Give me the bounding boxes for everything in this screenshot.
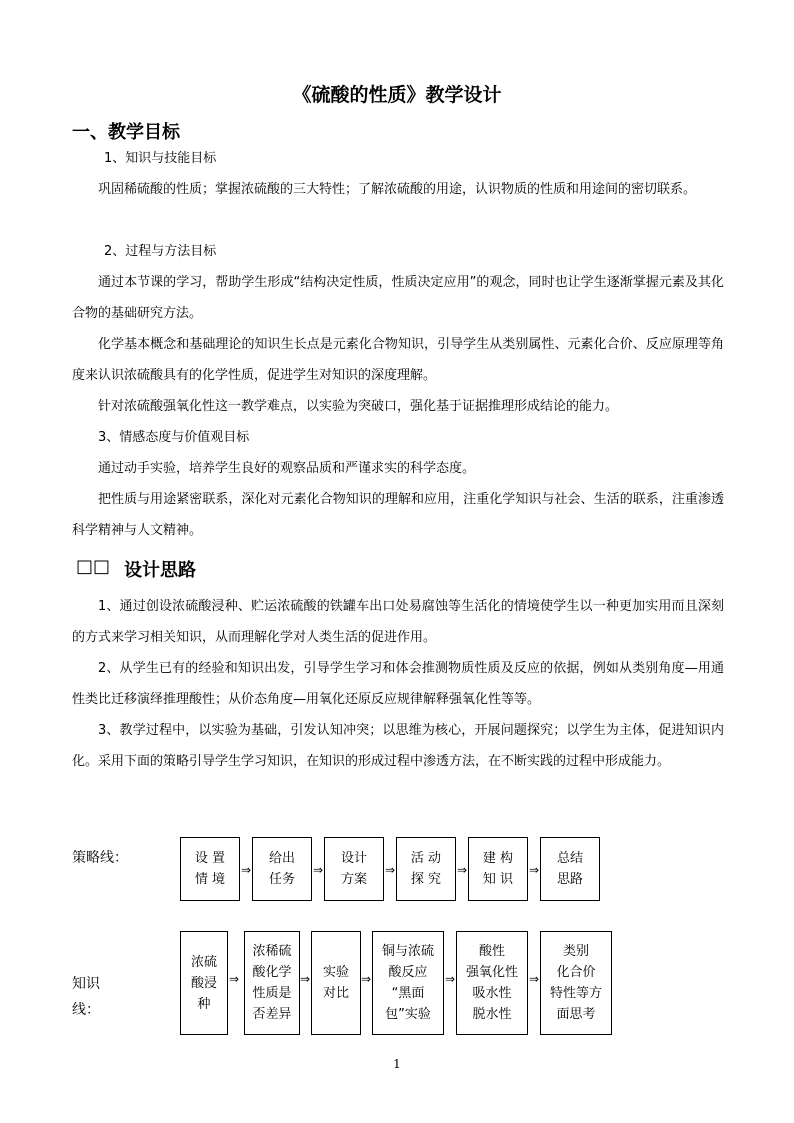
knowledge-box-seed-soaking: 浓硫 酸浸 种 — [180, 931, 228, 1035]
strategy-box-plan: 设计 方案 — [324, 837, 384, 901]
strategy-box-task: 给出 任务 — [252, 837, 312, 901]
arrow-right-icon: ⇒ — [313, 863, 324, 877]
document-title: 《硫酸的性质》教学设计 — [292, 84, 502, 106]
paragraph-property-use: 把性质与用途紧密联系，深化对元素化合物知识的理解和应用，注重化学知识与社会、生活的联系，注重渗透科学精神与人文精神。 — [72, 492, 724, 538]
arrow-right-icon: ⇒ — [445, 972, 456, 986]
paragraph-hands-on: 通过动手实验，培养学生良好的观察品质和严谨求实的科学态度。 — [98, 461, 476, 476]
arrow-right-icon: ⇒ — [241, 863, 252, 877]
subheading-attitude-values: 3、情感态度与价值观目标 — [98, 430, 250, 445]
knowledge-box-copper-black-bread: 铜与浓硫 酸反应 “黑面 包”实验 — [372, 931, 444, 1035]
section1-heading: 一、教学目标 — [72, 122, 180, 143]
paragraph-concept-growth: 化学基本概念和基础理论的知识生长点是元素化合物知识，引导学生从类别属性、元素化合价、反应原理等角度来认识浓硫酸具有的化学性质，促进学生对知识的深度理解。 — [72, 337, 724, 383]
paragraph-teaching-difficulty: 针对浓硫酸强氧化性这一教学难点，以实验为突破口，强化基于证据推理形成结论的能力。 — [98, 399, 619, 414]
subheading-knowledge-skills: 1、知识与技能目标 — [104, 151, 217, 166]
knowledge-box-properties: 酸性 强氧化性 吸水性 脱水性 — [456, 931, 528, 1035]
arrow-right-icon: ⇒ — [529, 972, 540, 986]
knowledge-box-experiment-compare: 实验 对比 — [311, 931, 361, 1035]
knowledge-box-conc-vs-dilute: 浓稀硫 酸化学 性质是 否差异 — [244, 931, 300, 1035]
paragraph-design-1: 1、通过创设浓硫酸浸种、贮运浓硫酸的铁罐车出口处易腐蚀等生活化的情境使学生以一种更加实用而且深刻的方式来学习相关知识，从而理解化学对人类生活的促进作用。 — [72, 599, 724, 645]
paragraph-knowledge-goal: 巩固稀硫酸的性质；掌握浓硫酸的三大特性；了解浓硫酸的用途，认识物质的性质和用途间的密切联系。 — [98, 182, 697, 197]
paragraph-design-2: 2、从学生已有的经验和知识出发，引导学生学习和体会推测物质性质及反应的依据，例如从类别角度—用通性类比迁移演绎推理酸性；从价态角度—用氧化还原反应规律解释强氧化性等等。 — [72, 661, 724, 707]
strategy-box-summary: 总结 思路 — [540, 837, 600, 901]
page-number: 1 — [393, 1057, 401, 1071]
arrow-right-icon: ⇒ — [457, 863, 468, 877]
paragraph-design-3: 3、教学过程中，以实验为基础，引发认知冲突；以思维为核心，开展问题探究；以学生为主体，促进知识内化。采用下面的策略引导学生学习知识，在知识的形成过程中渗透方法，在不断实践的过程中形成能力。 — [72, 723, 724, 769]
section2-heading: 设计思路 — [124, 560, 196, 581]
arrow-right-icon: ⇒ — [229, 972, 240, 986]
knowledge-line-label-1: 知识 — [72, 976, 100, 992]
arrow-right-icon: ⇒ — [385, 863, 396, 877]
strategy-line-label: 策略线： — [72, 850, 128, 866]
strategy-box-construct: 建 构 知 识 — [468, 837, 528, 901]
paragraph-process-goal: 通过本节课的学习，帮助学生形成“结构决定性质，性质决定应用”的观念，同时也让学生逐渐掌握元素及其化合物的基础研究方法。 — [72, 275, 724, 321]
arrow-right-icon: ⇒ — [361, 972, 372, 986]
arrow-right-icon: ⇒ — [529, 863, 540, 877]
strategy-box-setup: 设 置 情 境 — [180, 837, 240, 901]
subheading-process-method: 2、过程与方法目标 — [104, 244, 217, 259]
knowledge-box-thinking: 类别 化合价 特性等方 面思考 — [540, 931, 612, 1035]
arrow-right-icon: ⇒ — [300, 972, 311, 986]
section2-heading-prefix: □□ — [76, 556, 111, 577]
knowledge-line-label-2: 线： — [72, 1002, 100, 1018]
strategy-box-activity: 活 动 探 究 — [396, 837, 456, 901]
